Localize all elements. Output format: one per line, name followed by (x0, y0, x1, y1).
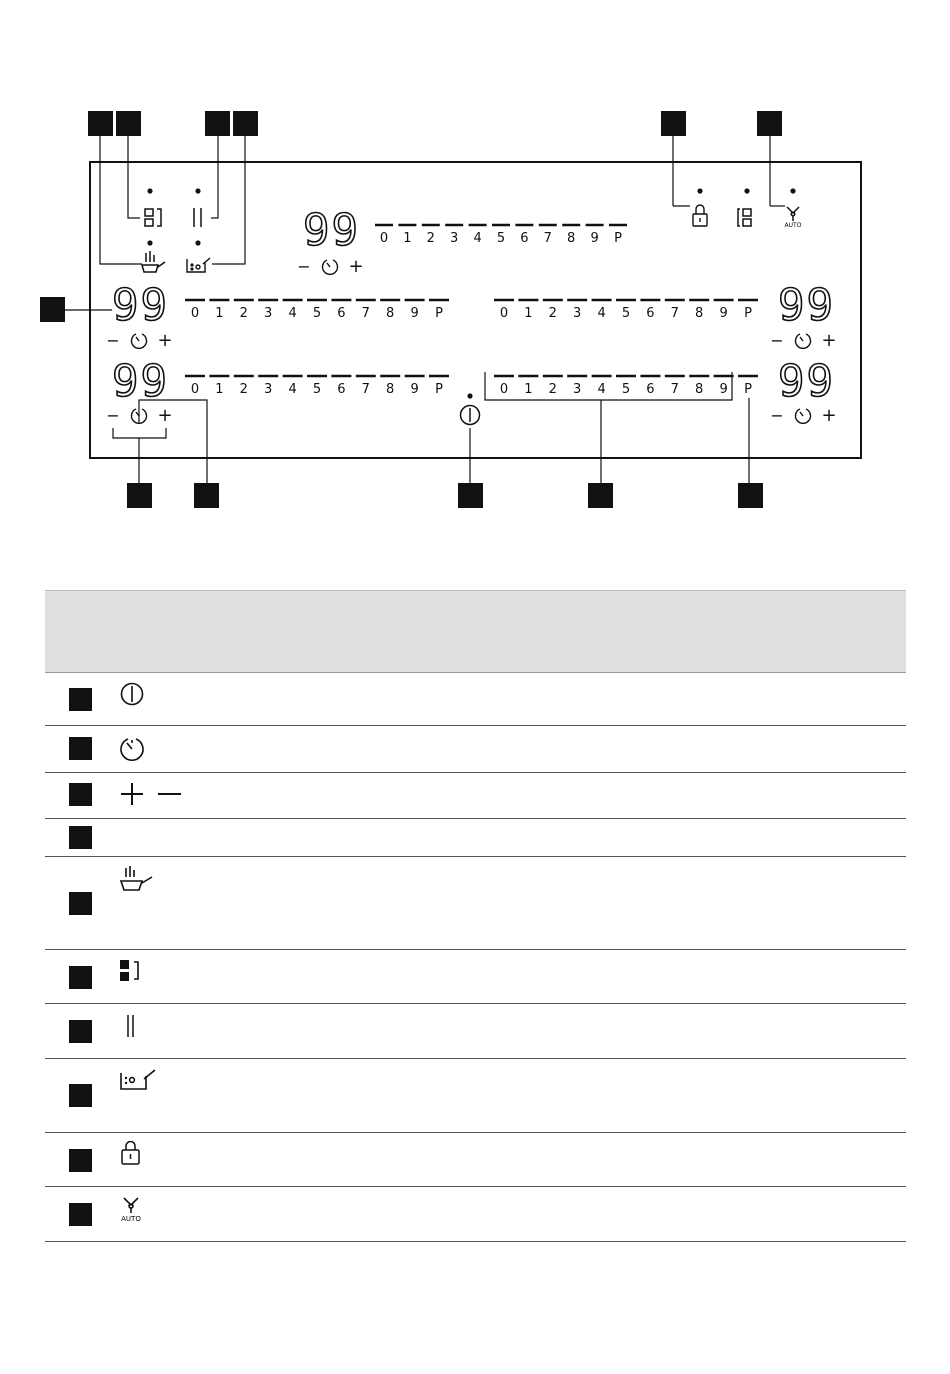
callout-marker (69, 966, 92, 989)
power-level-0[interactable] (375, 225, 393, 246)
timer-display: 99 (112, 280, 169, 331)
power-level-label: 7 (670, 382, 679, 397)
power-level-label: 9 (410, 306, 419, 321)
power-level-label: 0 (499, 306, 509, 321)
power-level-label: 5 (496, 231, 506, 246)
power-level-1[interactable] (209, 300, 229, 321)
power-level-9[interactable] (714, 376, 734, 397)
power-level-2[interactable] (422, 225, 440, 246)
power-level-7[interactable] (665, 300, 685, 321)
power-level-label: 5 (312, 306, 322, 321)
hob2hood-icon (118, 1195, 148, 1225)
power-level-2[interactable] (543, 376, 563, 397)
power-level-3[interactable] (258, 300, 278, 321)
power-level-label: 2 (239, 306, 248, 321)
lock-icon[interactable] (693, 205, 707, 226)
power-level-label: 2 (239, 382, 248, 397)
minus-button[interactable] (770, 331, 783, 350)
power-level-label: 1 (524, 306, 533, 321)
power-level-6[interactable] (640, 376, 660, 397)
minus-button[interactable] (770, 406, 783, 425)
power-level-5[interactable] (616, 300, 636, 321)
bridge-zone-icon (118, 958, 148, 988)
control-panel-diagram (0, 0, 950, 540)
hob2hood-auto-label: AUTO (121, 1215, 141, 1223)
power-level-label: 0 (379, 231, 389, 246)
power-level-4[interactable] (592, 376, 612, 397)
power-level-label: 4 (288, 306, 297, 321)
power-level-label: P (614, 231, 622, 246)
legend-row (45, 1004, 906, 1059)
legend-row (45, 950, 906, 1004)
power-level-2[interactable] (234, 300, 254, 321)
power-level-label: 4 (597, 382, 606, 397)
power-level-label: 2 (548, 306, 557, 321)
plus-label: + (348, 256, 364, 277)
minus-button[interactable] (106, 406, 119, 425)
legend-row (45, 819, 906, 857)
power-level-7[interactable] (356, 300, 376, 321)
pot-boil-icon[interactable] (187, 258, 210, 272)
power-level-4[interactable] (469, 225, 487, 246)
power-level-0[interactable] (494, 376, 514, 397)
bridge-zone-icon[interactable] (738, 209, 751, 226)
frying-pan-icon[interactable] (142, 251, 165, 272)
cooking-zone-front-right (494, 280, 837, 351)
plus-label: + (157, 330, 173, 351)
pause-icon[interactable] (194, 208, 201, 227)
callout-marker (757, 111, 782, 136)
power-level-4[interactable] (283, 376, 303, 397)
plus-button[interactable] (157, 405, 172, 426)
callout-marker (69, 737, 92, 760)
legend-row (45, 1187, 906, 1242)
callout-marker (69, 688, 92, 711)
callout-marker (69, 1203, 92, 1226)
minus-label: − (297, 257, 311, 276)
power-level-6[interactable] (515, 225, 533, 246)
legend-row (45, 726, 906, 773)
power-level-label: 6 (520, 231, 529, 246)
frying-pan-icon (118, 865, 158, 895)
minus-label: − (770, 331, 784, 350)
power-level-label: 5 (312, 382, 322, 397)
power-level-5[interactable] (307, 300, 327, 321)
power-level-label: 4 (597, 306, 606, 321)
minus-button[interactable] (106, 331, 119, 350)
legend-row (45, 773, 906, 819)
power-icon (118, 681, 148, 711)
power-level-label: 3 (573, 306, 582, 321)
timer-icon[interactable] (132, 334, 147, 348)
power-level-label: 6 (646, 382, 655, 397)
power-level-P[interactable] (738, 300, 758, 321)
power-level-label: 9 (719, 382, 728, 397)
minus-label: − (106, 406, 120, 425)
callout-marker (233, 111, 258, 136)
power-level-label: P (435, 306, 443, 321)
power-level-P[interactable] (429, 300, 449, 321)
power-level-5[interactable] (492, 225, 510, 246)
plus-button[interactable] (821, 330, 836, 351)
timer-icon[interactable] (796, 409, 811, 423)
power-level-9[interactable] (586, 225, 604, 246)
power-level-4[interactable] (592, 300, 612, 321)
callout-marker (205, 111, 230, 136)
power-level-6[interactable] (331, 300, 351, 321)
lock-icon (118, 1141, 148, 1171)
power-level-3[interactable] (258, 376, 278, 397)
power-level-label: 9 (410, 382, 419, 397)
callout-marker (127, 483, 152, 508)
plus-button[interactable] (821, 405, 836, 426)
power-level-label: 7 (543, 231, 552, 246)
callout-marker (69, 1084, 92, 1107)
power-level-label: 7 (361, 306, 370, 321)
cooking-zone-rear-right (494, 356, 837, 426)
power-level-7[interactable] (665, 376, 685, 397)
callout-marker (69, 892, 92, 915)
callout-marker (661, 111, 686, 136)
hob2hood-icon[interactable] (787, 207, 799, 221)
power-level-label: 0 (190, 382, 200, 397)
legend-row (45, 857, 906, 950)
hob2hood-auto-label: AUTO (784, 222, 802, 229)
power-level-label: 3 (573, 382, 582, 397)
power-level-2[interactable] (543, 300, 563, 321)
plus-button[interactable] (348, 256, 363, 277)
power-level-label: 7 (670, 306, 679, 321)
timer-display: 99 (303, 205, 360, 256)
minus-label: − (106, 331, 120, 350)
power-level-label: 1 (524, 382, 533, 397)
power-level-0[interactable] (185, 300, 205, 321)
callout-marker (194, 483, 219, 508)
power-level-1[interactable] (398, 225, 416, 246)
callout-marker (69, 783, 92, 806)
callout-marker (69, 1020, 92, 1043)
power-level-8[interactable] (380, 376, 400, 397)
power-level-3[interactable] (567, 300, 587, 321)
power-level-label: 1 (215, 306, 224, 321)
callout-marker (69, 826, 92, 849)
callout-marker (69, 1149, 92, 1172)
power-level-7[interactable] (539, 225, 557, 246)
legend-row (45, 1059, 906, 1133)
pause-icon (118, 1012, 148, 1042)
callout-marker (88, 111, 113, 136)
power-level-label: 4 (473, 231, 482, 246)
power-level-P[interactable] (609, 225, 627, 246)
power-level-label: 2 (548, 382, 557, 397)
legend-header (45, 590, 906, 673)
callout-marker (588, 483, 613, 508)
power-level-label: 8 (386, 306, 395, 321)
power-level-label: 6 (337, 306, 346, 321)
power-level-1[interactable] (518, 376, 538, 397)
power-level-label: P (744, 382, 752, 397)
power-level-label: 6 (337, 382, 346, 397)
cooking-zone-rear-left (106, 356, 449, 426)
power-level-label: 5 (621, 306, 631, 321)
power-level-6[interactable] (331, 376, 351, 397)
power-level-label: 3 (264, 306, 273, 321)
timer-display: 99 (112, 356, 169, 407)
legend-row (45, 673, 906, 726)
power-level-8[interactable] (689, 376, 709, 397)
power-level-label: 8 (567, 231, 576, 246)
plus-minus-icon (118, 781, 188, 811)
power-level-8[interactable] (562, 225, 580, 246)
power-level-label: 8 (695, 306, 704, 321)
power-level-9[interactable] (714, 300, 734, 321)
power-level-label: 1 (215, 382, 224, 397)
timer-icon (118, 734, 148, 764)
power-level-label: 8 (386, 382, 395, 397)
power-level-label: 3 (450, 231, 459, 246)
cooking-zone-front-left (106, 280, 449, 351)
power-level-0[interactable] (185, 376, 205, 397)
pot-boil-icon (118, 1067, 163, 1097)
power-level-label: 7 (361, 382, 370, 397)
power-level-4[interactable] (283, 300, 303, 321)
callout-marker (40, 297, 65, 322)
power-level-7[interactable] (356, 376, 376, 397)
callout-marker (116, 111, 141, 136)
power-level-9[interactable] (405, 300, 425, 321)
power-level-8[interactable] (689, 300, 709, 321)
power-level-label: 5 (621, 382, 631, 397)
power-level-label: 9 (719, 306, 728, 321)
power-level-label: P (435, 382, 443, 397)
plus-button[interactable] (157, 330, 172, 351)
power-level-P[interactable] (429, 376, 449, 397)
power-level-label: 8 (695, 382, 704, 397)
power-level-3[interactable] (567, 376, 587, 397)
callout-marker (458, 483, 483, 508)
power-level-5[interactable] (616, 376, 636, 397)
power-level-label: 0 (190, 306, 200, 321)
power-level-8[interactable] (380, 300, 400, 321)
minus-label: − (770, 406, 784, 425)
plus-label: + (157, 405, 173, 426)
plus-label: + (821, 405, 837, 426)
power-level-label: 2 (426, 231, 435, 246)
bridge-zone-icon[interactable] (145, 209, 161, 226)
timer-icon[interactable] (796, 334, 811, 348)
timer-icon[interactable] (323, 260, 338, 274)
minus-button[interactable] (297, 257, 310, 276)
plus-label: + (821, 330, 837, 351)
power-level-label: 9 (590, 231, 599, 246)
power-level-P[interactable] (738, 376, 758, 397)
timer-display: 99 (778, 356, 835, 407)
power-level-5[interactable] (307, 376, 327, 397)
power-level-label: 0 (499, 382, 509, 397)
power-level-2[interactable] (234, 376, 254, 397)
legend-table (45, 590, 906, 1242)
power-level-0[interactable] (494, 300, 514, 321)
power-level-label: 1 (403, 231, 412, 246)
power-icon[interactable] (461, 406, 480, 425)
power-level-label: 6 (646, 306, 655, 321)
power-level-3[interactable] (445, 225, 463, 246)
power-level-6[interactable] (640, 300, 660, 321)
power-level-1[interactable] (209, 376, 229, 397)
power-level-label: 4 (288, 382, 297, 397)
power-level-label: P (744, 306, 752, 321)
power-level-label: 3 (264, 382, 273, 397)
power-level-9[interactable] (405, 376, 425, 397)
legend-row (45, 1133, 906, 1187)
timer-display: 99 (778, 280, 835, 331)
callout-marker (738, 483, 763, 508)
power-level-1[interactable] (518, 300, 538, 321)
